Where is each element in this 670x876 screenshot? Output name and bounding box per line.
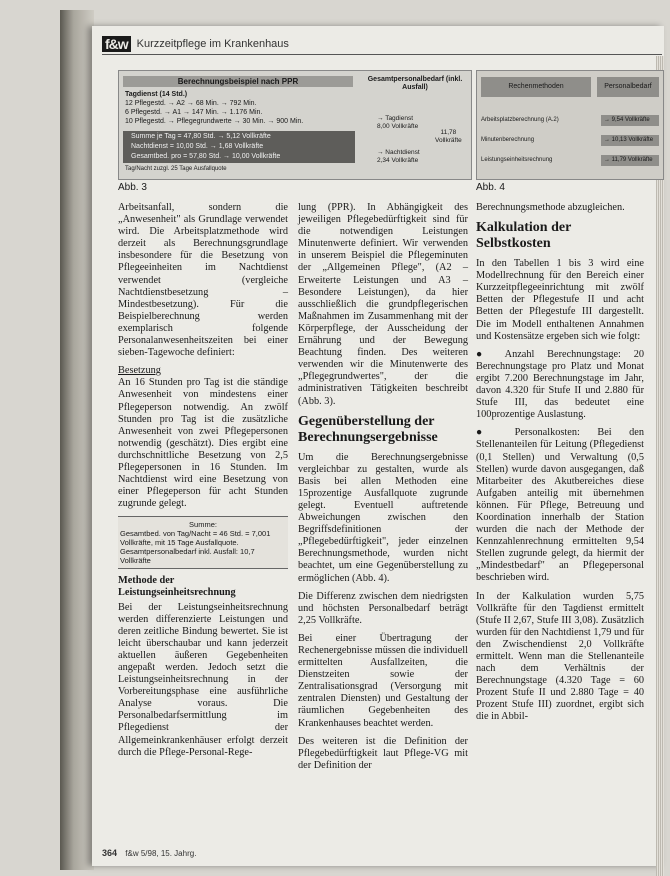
- fig3-title-total: Gesamtpersonalbedarf (inkl. Ausfall): [367, 76, 463, 91]
- summary-note: [118, 516, 288, 569]
- caption-fig4: Abb. 4: [476, 182, 505, 193]
- subheading-besetzung: Besetzung: [118, 365, 161, 377]
- paragraph: In der Kalkulation wurden 5,75 Vollkräfte für den Tagdienst ermittelt (Stufe II 2,67, Stufe III 3,08). Zusätzlich wurden für den Nachtdienst 1,79 und für den Zwischendienst 2,0 Vollkräfte ermittelt. Wenn man die Stellenanteile nach dem Verhältnis der Berechnungstage (4.320 Tage = 60 Prozent Stufe II und 2.880 Tage = 40 Prozent Stufe III) zuordnet, ergibt sich die in Abbil-: [476, 590, 644, 723]
- text-column-2: [298, 202, 468, 778]
- fig3-total-unit: Vollkräfte: [435, 137, 462, 144]
- fig4-row-label: Minutenberechnung: [481, 137, 535, 143]
- paragraph: ● Anzahl Berechnungstage: 20 Berechnungstage pro Platz und Monat ergibt 7.200 Berechnungstage im Jahr, davon 4.320 für Stufe II und 2.880 für Stufe III, das bedeutet eine 100prozentige Auslastung.: [476, 348, 644, 421]
- running-header: [102, 34, 662, 55]
- section-heading-gegenueberstellung: Gegenüberstellung der Berechnungsergebnisse: [298, 413, 438, 445]
- fig4-row-value: → 11,79 Vollkräfte: [601, 155, 659, 166]
- fig3-row-last: Tag/Nacht zuzgl. 25 Tage Ausfallquote: [125, 166, 227, 172]
- paragraph: An 16 Stunden pro Tag ist die ständige Anwesenheit von mindestens einer Pflegeperson notwendig. An zwölf Stunden pro Tag ist die zusätzliche Anwesenheit von zwei Pflegepersonen notwendig (geschätzt). Dies ergibt eine durchschnittliche Besetzung von 2,5 Pflegepersonen in 16 Stunden. Im Nachtdienst wird eine Besetzung von einer Pflegeperson für acht Stunden zugrunde gelegt.: [118, 377, 288, 510]
- fig4-header-methods: Rechenmethoden: [481, 77, 591, 97]
- paragraph: Des weiteren ist die Definition der Pflegebedürftigkeit laut Pflege-VG mit der Definition der: [298, 735, 468, 771]
- paragraph: Bei einer Übertragung der Rechenergebnisse müssen die individuell ermittelten Ausfallzeiten, die Dienstzeiten sowie der Zentralisationsgrad (Versorgung mit zentralen Diensten) und Gestaltung der räumlichen Gegebenheiten des Krankenhauses beachtet werden.: [298, 632, 468, 729]
- fig4-row-label: Arbeitsplatzberechnung (A.2): [481, 117, 559, 123]
- note-title: Summe:: [189, 520, 217, 530]
- paragraph: In den Tabellen 1 bis 3 wird eine Modellrechnung für den Bereich einer Kurzzeitpflegeeinrichtung mit zwölf Betten der Pflegestufe II und acht Betten der Pflegestufe III dargestellt. Die im Modell enthaltenen Annahmen und Kostensätze ergeben sich wie folgt:: [476, 258, 644, 342]
- fig3-tagdienst-label: → Tagdienst: [377, 115, 414, 122]
- figure-3-ppr-table: [118, 70, 472, 180]
- fig3-nachtdienst-label: → Nachtdienst: [377, 149, 420, 156]
- page-number: 364: [102, 848, 118, 858]
- fig3-tagdienst-value: 8,00 Vollkräfte: [377, 123, 419, 130]
- fig3-box-row: Nachtdienst = 10,00 Std. → 1,68 Vollkräfte: [131, 143, 264, 150]
- fig3-total: [435, 129, 462, 145]
- note-text: Gesamtbed. von Tag/Nacht = 46 Std. = 7,001 Vollkräfte, mit 15 Tage Ausfallquote. Gesamtpersonalbedarf inkl. Ausfall: 10,7 Vollkräfte: [120, 529, 271, 566]
- paragraph: ● Personalkosten: Bei den Stellenanteilen für Leitung (Pflegedienst (0,1 Stellen) und Verwaltung (0,5 Stellen) wurde davon ausgegangen, daß Mitarbeiter des Akutbereiches diese Aufgaben anteilig mit übernehmen können. Für Pflege, Betreuung und Koordination innerhalb der Station wurden die nach der Methode der Kennzahlenrechnung ermittelten 9,54 Stellen zugrunde gelegt, da hiermit der „Mindestbedarf" an Pflegepersonal beschrieben wird.: [476, 427, 644, 584]
- fig4-header-staff: Personalbedarf: [597, 77, 659, 97]
- text-column-3: [476, 202, 644, 730]
- fig4-row-value: → 9,54 Vollkräfte: [601, 115, 659, 126]
- paragraph: Um die Berechnungsergebnisse vergleichbar zu gestalten, wurde als Basis bei allen Methoden eine 15prozentige Ausfallquote zugrunde gelegt. Eventuell auftretende Abweichungen zwischen den Begriffsdefinitionen der „Pflegebedürftigkeit", jeder einzelnen Berechnungsmethode, wurden nicht beachtet, um eine Gegenüberstellung zu ermöglichen (Abb. 4).: [298, 451, 468, 584]
- journal-logo: f&w: [102, 36, 131, 52]
- paragraph: Bei der Leistungseinheitsrechnung werden differenzierte Leistungen und deren zeitliche Bindung bewertet. Sie ist leicht überschaubar und kann jederzeit aktuellen äußeren Gegebenheiten angepaßt werden. Jedoch setzt die Leistungseinheitsrechnung in der Vorbereitungsphase eine ausführliche Analyse voraus. Die Personalbedarfsermittlung im Pflegedienst der Allgemeinkrankenhäuser erfolgt derzeit durch die Pflege-Personal-Rege-: [118, 601, 288, 758]
- fig3-row: 6 Pflegestd. → A1 → 147 Min. → 1.176 Min.: [125, 109, 263, 116]
- fig3-total-value: 11,78: [440, 129, 457, 136]
- fig3-nachtdienst: [377, 149, 420, 165]
- fig3-title: Berechnungsbeispiel nach PPR: [123, 76, 353, 87]
- paragraph: Berechnungsmethode abzugleichen.: [476, 202, 625, 213]
- text-column-1: [118, 202, 288, 765]
- page-footer: [102, 848, 196, 858]
- fig3-row: 10 Pflegestd. → Pflegegrundwerte → 30 Min. → 900 Min.: [125, 118, 304, 125]
- fig4-row-label: Leistungseinheitsrechnung: [481, 157, 553, 163]
- fig3-row: Tagdienst (14 Std.): [125, 91, 188, 98]
- figure-4-comparison-table: [476, 70, 664, 180]
- fig4-row-value: → 10,13 Vollkräfte: [601, 135, 659, 146]
- header-title: Kurzzeitpflege im Krankenhaus: [136, 38, 289, 50]
- section-heading-kalkulation: Kalkulation der Selbstkosten: [476, 220, 572, 252]
- fig3-summary-box: [123, 131, 355, 163]
- caption-fig3: Abb. 3: [118, 182, 147, 193]
- section-heading-leistungseinheit: Methode der Leistungseinheitsrechnung: [118, 575, 236, 599]
- paragraph: Arbeitsanfall, sondern die „Anwesenheit" als Grundlage verwendet wird. Die Arbeitsplatzmethode wird derzeit als Berechnungsgrundlage insbesondere für die Besetzung von Pflegeeinheiten im Nachtdienst verwendet (vergleiche Nachtdienstbesetzung – Mindestbesetzung). Für die Beispielberechnung werden exemplarisch folgende Personalanwesenheitszeiten bei einer sieben-Tagewoche definiert:: [118, 202, 288, 359]
- paragraph: Die Differenz zwischen dem niedrigsten und höchsten Personalbedarf beträgt 2,25 Vollkräfte.: [298, 590, 468, 626]
- book-spine: [60, 10, 94, 870]
- paragraph: lung (PPR). In Abhängigkeit des jeweiligen Pflegebedürftigkeit sind für die notwendigen Leistungen Minutenwerte definiert. Wir verwenden in unserem Beispiel die Pflegeminuten der „Allgemeinen Pflege", (A2 – Erweiterte Leistungen und A3 – Besondere Leistungen), da hier ausschließlich die grundpflegerischen Maßnahmen im Zusammenhang mit der Körperpflege, der Ausscheidung der Ernährung und der Bewegung Beachtung finden. Des weiteren verwenden wir die Minutenwerte des „Pflegegrundwertes", der die administrativen Tätigkeiten beschreibt (Abb. 3).: [298, 202, 468, 407]
- fig3-row: 12 Pflegestd. → A2 → 68 Min. → 792 Min.: [125, 100, 257, 107]
- footer-source: f&w 5/98, 15. Jahrg.: [125, 849, 197, 858]
- fig3-nachtdienst-value: 2,34 Vollkräfte: [377, 157, 419, 164]
- fig3-tagdienst: [377, 115, 418, 131]
- fig3-box-row: Summe je Tag = 47,80 Std. → 5,12 Vollkräfte: [131, 133, 271, 140]
- fig3-box-row: Gesamtbed. pro = 57,80 Std. → 10,00 Vollkräfte: [131, 153, 281, 160]
